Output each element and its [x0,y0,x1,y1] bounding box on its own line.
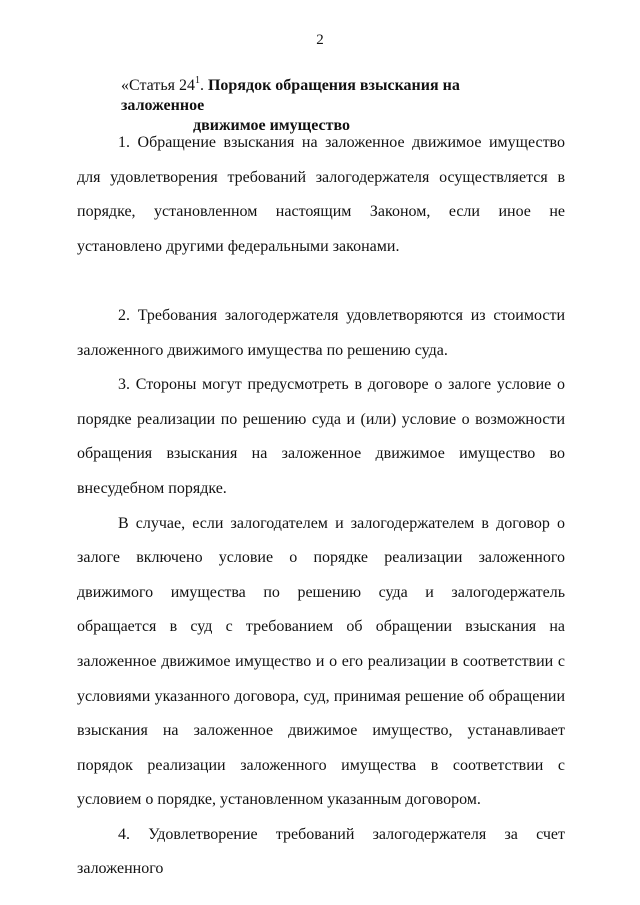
article-dot: . [199,77,204,94]
paragraph-3: 3. Стороны могут предусмотреть в договоре о залоге условие о порядке реализации по решению суда и (или) условие о возможности обращения взыскания на заложенное движимое имущество во внесудебном порядке. [77,376,565,497]
paragraph-4: В случае, если залогодателем и залогодержателем в договор о залоге включено условие о порядке реализации заложенного движимого имущества по решению суда и залогодержатель обращается в суд с требованием об обращении взыскания на заложенное движимое имущество и о его реализации в соответствии с условиями указанного договора, суд, принимая решение об обращении взыскания на заложенное движимое имущество, устанавливает порядок реализации заложенного имущества в соответствии с условием о порядке, установленном указанным договором. [77,514,565,809]
paragraph-2: 2. Требования залогодержателя удовлетворяются из стоимости заложенного движимого имущества по решению суда. [77,306,565,359]
article-superscript: 1 [194,75,200,86]
article-title-line-1: Порядок обращения взыскания на заложенное [121,77,460,114]
page-number: 2 [316,32,324,48]
paragraph-5: 4. Удовлетворение требований залогодержателя за счет заложенного [77,825,565,878]
paragraph-1: 1. Обращение взыскания на заложенное движимое имущество для удовлетворения требований залогодержателя осуществляется в порядке, установленном настоящим Законом, если иное не установлено другими федеральными законами. [77,134,565,255]
article-title-line-2: движимое имущество [193,117,350,134]
article-number: «Статья 24 [121,77,195,94]
article-body [77,126,565,887]
